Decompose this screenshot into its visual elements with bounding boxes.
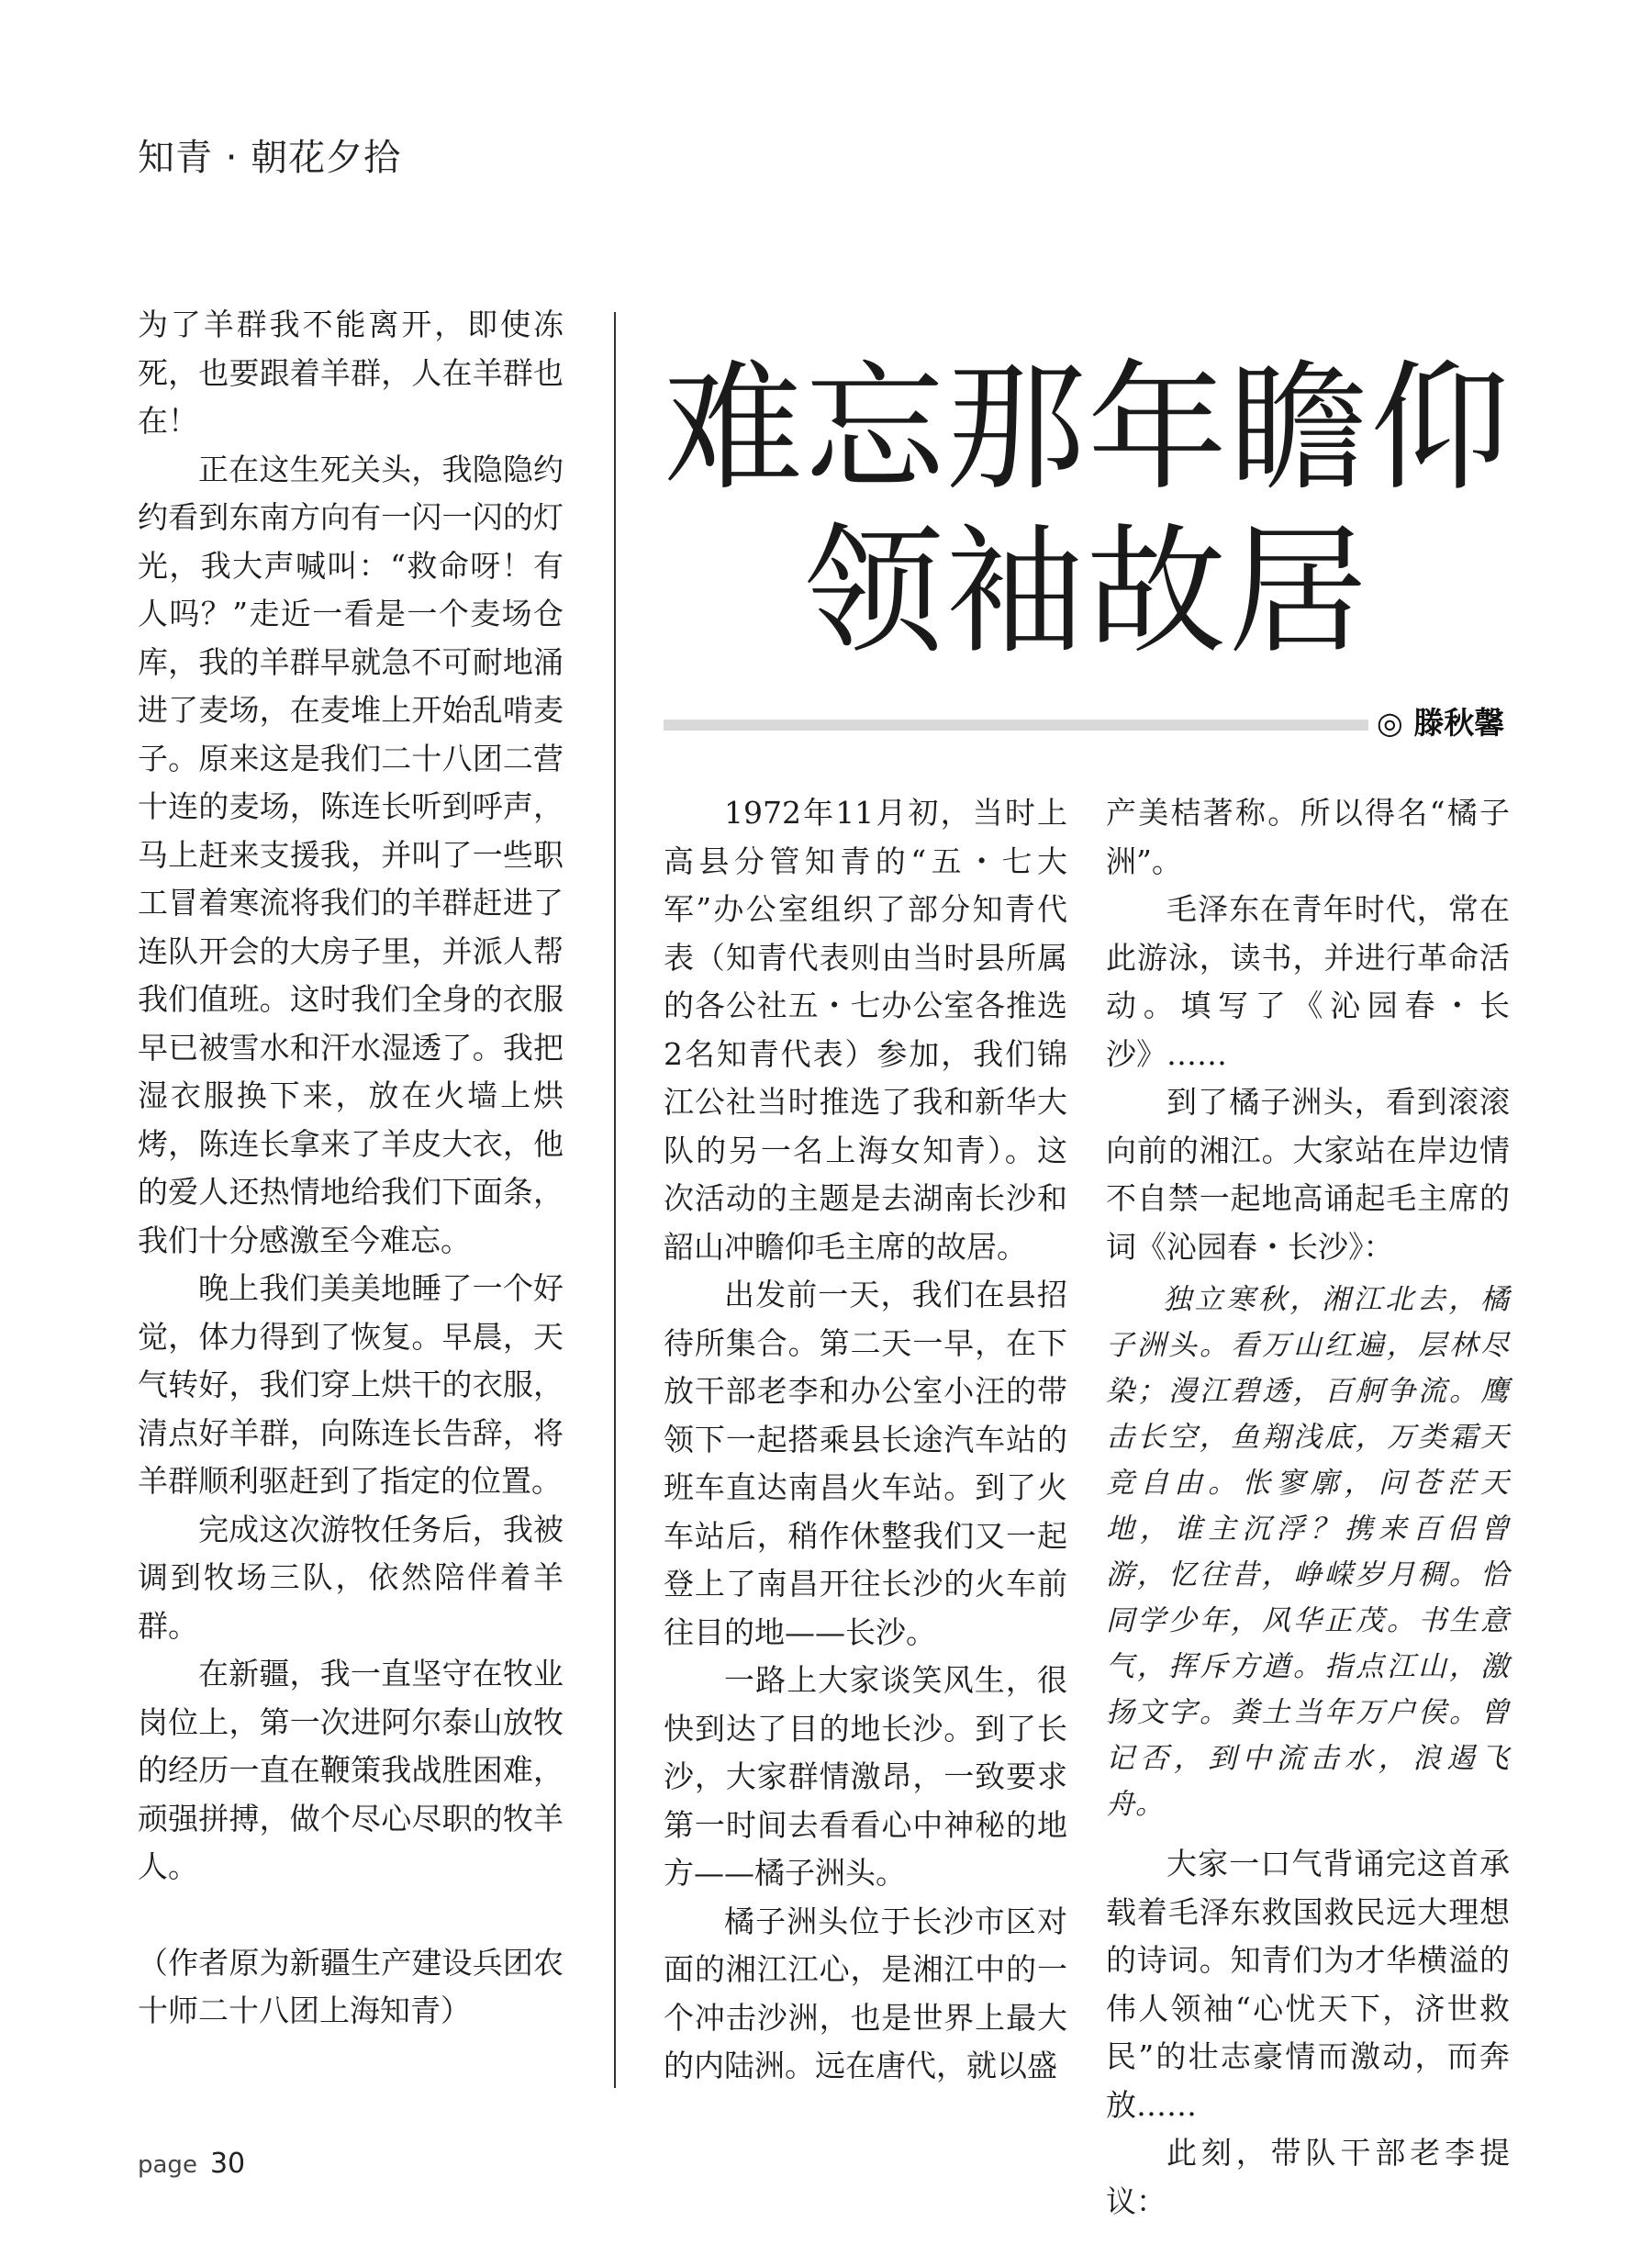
page-number: [138, 2148, 245, 2180]
paragraph: 毛泽东在青年时代，常在此游泳，读书，并进行革命活动。填写了《沁园春・长沙》……: [1106, 891, 1510, 1072]
author-note: （作者原为新疆生产建设兵团农十师二十八团上海知青）: [138, 1944, 564, 2028]
paragraph: 在新疆，我一直坚守在牧业岗位上，第一次进阿尔泰山放牧的经历一直在鞭策我战胜困难，顽强拼搏，做个尽心尽职的牧羊人。: [138, 1656, 564, 1884]
paragraph: 出发前一天，我们在县招待所集合。第二天一早，在下放干部老李和办公室小汪的带领下一起搭乘县长途汽车站的班车直达南昌火车站。到了火车站后，稍作休整我们又一起登上了南昌开往长沙的火车前往目的地——长沙。: [664, 1277, 1067, 1650]
page-label: page: [138, 2151, 197, 2179]
paragraph: 正在这生死关头，我隐隐约约看到东南方向有一闪一闪的灯光，我大声喊叫：“救命呀！有人吗？”走近一看是一个麦场仓库，我的羊群早就急不可耐地涌进了麦场，在麦堆上开始乱啃麦子。原来这是我们二十八团二营十连的麦场，陈连长听到呼声，马上赶来支援我，并叫了一些职工冒着寒流将我们的羊群赶进了连队开会的大房子里，并派人帮我们值班。这时我们全身的衣服早已被雪水和汗水湿透了。我把湿衣服换下来，放在火墙上烘烤，陈连长拿来了羊皮大衣，他的爱人还热情地给我们下面条，我们十分感激至今难忘。: [138, 451, 564, 1258]
title-line-1: 难忘那年瞻仰: [664, 347, 1512, 509]
page-number-value: 30: [209, 2148, 246, 2180]
author-byline: ◎ 滕秋馨: [1377, 705, 1505, 741]
section-header: 知青 · 朝花夕拾: [138, 137, 402, 179]
paragraph: 1972年11月初，当时上高县分管知青的“五・七大军”办公室组织了部分知青代表（知青代表则由当时县所属的各公社五・七办公室各推选2名知青代表）参加，我们锦江公社当时推选了我和新华大队的另一名上海女知青）。这次活动的主题是去湖南长沙和韶山冲瞻仰毛主席的故居。: [664, 795, 1067, 1265]
paragraph: 为了羊群我不能离开，即使冻死，也要跟着羊群，人在羊群也在！: [138, 307, 564, 439]
middle-column: [664, 789, 1067, 2091]
paragraph: 此刻，带队干部老李提议：: [1106, 2135, 1510, 2219]
right-column: [1106, 789, 1510, 2226]
article-title: [664, 347, 1510, 674]
paragraph: 到了橘子洲头，看到滚滚向前的湘江。大家站在岸边情不自禁一起地高诵起毛主席的词《沁园春・长沙》：: [1106, 1084, 1510, 1265]
paragraph: 完成这次游牧任务后，我被调到牧场三队，依然陪伴着羊群。: [138, 1511, 564, 1644]
left-column: [138, 301, 564, 2036]
byline-rule: [664, 720, 1368, 731]
paragraph: 晚上我们美美地睡了一个好觉，体力得到了恢复。早晨，天气转好，我们穿上烘干的衣服，清点好羊群，向陈连长告辞，将羊群顺利驱赶到了指定的位置。: [138, 1270, 564, 1499]
paragraph: 产美桔著称。所以得名“橘子洲”。: [1106, 795, 1510, 879]
poem-text: 独立寒秋，湘江北去，橘子洲头。看万山红遍，层林尽染；漫江碧透，百舸争流。鹰击长空，鱼翔浅底，万类霜天竞自由。怅寥廓，问苍茫天地，谁主沉浮？携来百侣曾游，忆往昔，峥嵘岁月稠。恰同学少年，风华正茂。书生意气，挥斥方遒。指点江山，激扬文字。粪土当年万户侯。曾记否，到中流击水，浪遏飞舟。: [1106, 1283, 1510, 1821]
column-divider: [614, 312, 616, 2088]
paragraph: 橘子洲头位于长沙市区对面的湘江江心，是湘江中的一个冲击沙洲，也是世界上最大的内陆洲。远在唐代，就以盛: [664, 1903, 1067, 2083]
paragraph: 大家一口气背诵完这首承载着毛泽东救国救民远大理想的诗词。知青们为才华横溢的伟人领袖“心忧天下，济世救民”的壮志豪情而激动，而奔放……: [1106, 1846, 1510, 2123]
paragraph: 一路上大家谈笑风生，很快到达了目的地长沙。到了长沙，大家群情激昂，一致要求第一时间去看看心中神秘的地方——橘子洲头。: [664, 1662, 1067, 1891]
title-line-2: 领袖故居: [804, 510, 1369, 673]
